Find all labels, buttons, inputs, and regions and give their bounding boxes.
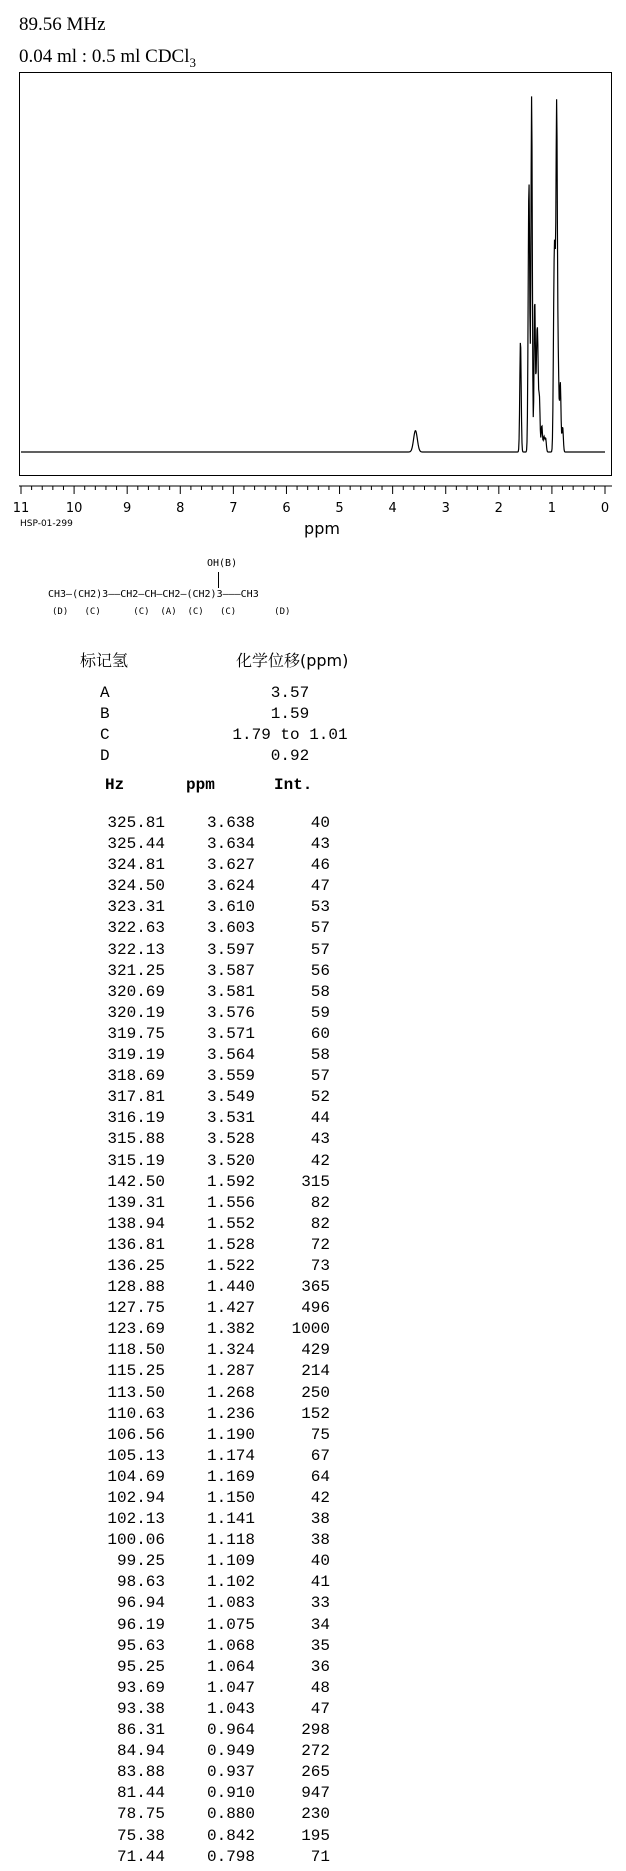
assignment-row: [0, 684, 626, 705]
peak-hz: 113.50: [107, 1383, 165, 1402]
peak-row: [0, 1657, 626, 1678]
peak-ppm: 1.118: [206, 1531, 255, 1550]
peak-hz: 321.25: [107, 961, 165, 980]
peak-row: [0, 876, 626, 897]
peak-ppm: 1.047: [206, 1678, 255, 1697]
peak-hz: 127.75: [107, 1299, 165, 1318]
peak-row: [0, 855, 626, 876]
tick-label: 7: [229, 501, 238, 516]
peak-intensity: 152: [301, 1404, 330, 1423]
structure-chain: CH3—(CH2)3——CH2—CH—CH2—(CH2)3———CH3: [48, 589, 259, 600]
peak-row: [0, 1256, 626, 1277]
peak-row: [0, 1172, 626, 1193]
peak-ppm: 1.169: [206, 1467, 255, 1486]
peak-hz: 95.63: [116, 1636, 165, 1655]
assignment-shift: 1.79 to 1.01: [232, 726, 348, 744]
peak-ppm: 1.522: [206, 1256, 255, 1275]
peak-ppm: 1.068: [206, 1636, 255, 1655]
peak-hz: 84.94: [116, 1742, 165, 1761]
peak-row: [0, 1383, 626, 1404]
peak-ppm: 1.109: [206, 1552, 255, 1571]
assignment-row: [0, 705, 626, 726]
assignment-shift: 0.92: [270, 747, 310, 765]
peak-row: [0, 1615, 626, 1636]
assignment-label: D: [100, 747, 110, 765]
peak-row: [0, 1847, 626, 1868]
peak-hz: 320.19: [107, 1003, 165, 1022]
peak-intensity: 35: [310, 1636, 330, 1655]
peak-row: [0, 1151, 626, 1172]
peak-intensity: 1000: [291, 1320, 330, 1339]
peak-ppm: 0.798: [206, 1847, 255, 1866]
peak-hz: 105.13: [107, 1446, 165, 1465]
tick-label: 5: [335, 501, 344, 516]
peak-hz: 322.63: [107, 919, 165, 938]
peak-hz: 123.69: [107, 1320, 165, 1339]
peak-hz: 102.13: [107, 1510, 165, 1529]
peak-hz: 96.19: [116, 1615, 165, 1634]
peak-hz: 96.94: [116, 1594, 165, 1613]
peak-intensity: 38: [310, 1531, 330, 1550]
peak-row: [0, 1826, 626, 1847]
peak-intensity: 67: [310, 1446, 330, 1465]
peak-intensity: 40: [310, 1552, 330, 1571]
peak-ppm: 1.427: [206, 1299, 255, 1318]
peak-row: [0, 1678, 626, 1699]
peak-ppm: 0.842: [206, 1826, 255, 1845]
assignment-row: [0, 747, 626, 768]
peak-row: [0, 1530, 626, 1551]
peak-intensity: 82: [310, 1214, 330, 1233]
peak-intensity: 46: [310, 856, 330, 875]
peak-ppm: 3.634: [206, 835, 255, 854]
peak-hz: 115.25: [107, 1362, 165, 1381]
peak-ppm: 3.638: [206, 814, 255, 832]
peak-intensity: 57: [310, 919, 330, 938]
tick-label: 8: [176, 501, 185, 516]
peak-row: [0, 1804, 626, 1825]
x-axis-tick-labels: [13, 501, 609, 516]
peak-row: [0, 1361, 626, 1382]
column-header-hz: Hz: [105, 776, 125, 794]
spectrometer-frequency: 89.56 MHz: [19, 14, 106, 35]
peak-ppm: 1.287: [206, 1362, 255, 1381]
peak-row: [0, 1087, 626, 1108]
peak-hz: 95.25: [116, 1657, 165, 1676]
peak-hz: 104.69: [107, 1467, 165, 1486]
peak-ppm: 1.324: [206, 1341, 255, 1360]
peak-hz: 98.63: [116, 1573, 165, 1592]
peak-hz: 324.81: [107, 856, 165, 875]
column-header-int: Int.: [274, 776, 313, 794]
peak-row: [0, 918, 626, 939]
peak-hz: 320.69: [107, 982, 165, 1001]
peak-hz: 324.50: [107, 877, 165, 896]
peak-intensity: 71: [310, 1847, 330, 1866]
peak-row: [0, 1277, 626, 1298]
peak-hz: 75.38: [116, 1826, 165, 1845]
peak-hz: 93.38: [116, 1699, 165, 1718]
peak-ppm: 1.043: [206, 1699, 255, 1718]
peak-hz: 319.75: [107, 1024, 165, 1043]
peak-intensity: 59: [310, 1003, 330, 1022]
tick-label: 6: [282, 501, 291, 516]
peak-intensity: 33: [310, 1594, 330, 1613]
peak-ppm: 1.075: [206, 1615, 255, 1634]
peak-row: [0, 1593, 626, 1614]
peak-intensity: 315: [301, 1172, 330, 1191]
peak-row: [0, 1129, 626, 1150]
peak-row: [0, 1340, 626, 1361]
peak-intensity: 947: [301, 1784, 330, 1803]
peak-ppm: 1.236: [206, 1404, 255, 1423]
peak-intensity: 40: [310, 814, 330, 832]
peak-marks: [415, 96, 562, 452]
peak-ppm: 1.190: [206, 1425, 255, 1444]
peak-ppm: 3.528: [206, 1130, 255, 1149]
peak-ppm: 3.520: [206, 1151, 255, 1170]
tick-label: 1: [547, 501, 557, 516]
peak-hz: 136.25: [107, 1256, 165, 1275]
peak-intensity: 214: [301, 1362, 330, 1381]
peak-intensity: 34: [310, 1615, 330, 1634]
peak-hz: 99.25: [116, 1552, 165, 1571]
peak-ppm: 3.597: [206, 940, 255, 959]
peak-row: [0, 1404, 626, 1425]
peak-intensity: 82: [310, 1193, 330, 1212]
peak-row: [0, 1741, 626, 1762]
peak-hz: 317.81: [107, 1088, 165, 1107]
assignment-label: A: [100, 684, 110, 702]
peak-intensity: 64: [310, 1467, 330, 1486]
peak-hz: 318.69: [107, 1067, 165, 1086]
peak-ppm: 1.440: [206, 1278, 255, 1297]
peak-hz: 323.31: [107, 898, 165, 917]
peak-intensity: 53: [310, 898, 330, 917]
tick-label: 9: [123, 501, 132, 516]
peak-hz: 81.44: [116, 1784, 165, 1803]
peak-hz: 325.44: [107, 835, 165, 854]
peak-row: [0, 940, 626, 961]
peak-ppm: 0.910: [206, 1784, 255, 1803]
peak-intensity: 58: [310, 982, 330, 1001]
peak-hz: 128.88: [107, 1278, 165, 1297]
peak-intensity: 60: [310, 1024, 330, 1043]
peak-row: [0, 1488, 626, 1509]
peak-ppm: 0.964: [206, 1721, 255, 1740]
peak-ppm: 3.610: [206, 898, 255, 917]
peak-intensity: 298: [301, 1721, 330, 1740]
peak-row: [0, 1762, 626, 1783]
peak-row: [0, 1003, 626, 1024]
peak-intensity: 52: [310, 1088, 330, 1107]
peak-row: [0, 1298, 626, 1319]
spectrum-trace: [21, 96, 605, 452]
tick-label: 4: [388, 501, 397, 516]
peak-hz: 102.94: [107, 1489, 165, 1507]
peak-hz: 100.06: [107, 1531, 165, 1550]
peak-intensity: 43: [310, 1130, 330, 1149]
peak-intensity: 58: [310, 1046, 330, 1065]
peak-row: [0, 982, 626, 1003]
tick-label: 3: [441, 501, 450, 516]
tick-label: 10: [65, 501, 83, 516]
peak-intensity: 47: [310, 1699, 330, 1718]
spectrum-code: HSP-01-299: [20, 519, 73, 529]
peak-ppm: 3.564: [206, 1046, 255, 1065]
peak-ppm: 0.937: [206, 1763, 255, 1782]
peak-ppm: 1.141: [206, 1510, 255, 1529]
peak-intensity: 43: [310, 835, 330, 854]
peak-intensity: 48: [310, 1678, 330, 1697]
peak-intensity: 41: [310, 1573, 330, 1592]
assignment-row: [0, 726, 626, 747]
peak-row: [0, 897, 626, 918]
peak-row: [0, 834, 626, 855]
peak-ppm: 3.549: [206, 1088, 255, 1107]
peak-ppm: 1.174: [206, 1446, 255, 1465]
peak-hz: 110.63: [107, 1404, 165, 1423]
peak-intensity: 195: [301, 1826, 330, 1845]
peak-row: [0, 1235, 626, 1256]
peak-row: [0, 813, 626, 834]
peak-hz: 139.31: [107, 1193, 165, 1212]
tick-label: 11: [12, 501, 30, 516]
peak-intensity: 36: [310, 1657, 330, 1676]
peak-row: [0, 1446, 626, 1467]
peak-ppm: 1.102: [206, 1573, 255, 1592]
peak-hz: 319.19: [107, 1046, 165, 1065]
peak-ppm: 1.592: [206, 1172, 255, 1191]
peak-intensity: 42: [310, 1489, 330, 1507]
peak-hz: 325.81: [107, 814, 165, 832]
assignment-label-header: 标记氢: [80, 651, 129, 670]
peak-ppm: 1.083: [206, 1594, 255, 1613]
x-axis-label: ppm: [304, 519, 340, 538]
peak-hz: 93.69: [116, 1678, 165, 1697]
peak-intensity: 75: [310, 1425, 330, 1444]
assignment-label: C: [100, 726, 110, 744]
peak-intensity: 57: [310, 1067, 330, 1086]
peak-row: [0, 1425, 626, 1446]
peak-intensity: 42: [310, 1151, 330, 1170]
peak-row: [0, 1572, 626, 1593]
peak-hz: 136.81: [107, 1235, 165, 1254]
peak-intensity: 272: [301, 1742, 330, 1761]
peak-ppm: 3.576: [206, 1003, 255, 1022]
peak-intensity: 265: [301, 1763, 330, 1782]
peak-hz: 315.19: [107, 1151, 165, 1170]
peak-hz: 138.94: [107, 1214, 165, 1233]
peak-ppm: 3.603: [206, 919, 255, 938]
peak-ppm: 1.382: [206, 1320, 255, 1339]
peak-ppm: 1.552: [206, 1214, 255, 1233]
x-axis-ticks: [21, 486, 605, 494]
peak-ppm: 3.531: [206, 1109, 255, 1128]
hydroxyl-label: OH(B): [207, 558, 238, 569]
sample-subscript: 3: [189, 54, 196, 70]
structure-labels: (D) (C) (C) (A) (C) (C) (D): [52, 607, 291, 617]
peak-row: [0, 1066, 626, 1087]
peak-ppm: 0.880: [206, 1805, 255, 1824]
peak-row: [0, 1193, 626, 1214]
peak-row: [0, 1636, 626, 1657]
peak-intensity: 429: [301, 1341, 330, 1360]
peak-intensity: 72: [310, 1235, 330, 1254]
peak-hz: 118.50: [107, 1341, 165, 1360]
peak-hz: 142.50: [107, 1172, 165, 1191]
peak-row: [0, 1319, 626, 1340]
peak-intensity: 56: [310, 961, 330, 980]
sample-prefix: 0.04 ml : 0.5 ml CDCl: [19, 46, 190, 67]
peak-ppm: 3.571: [206, 1024, 255, 1043]
column-header-ppm: ppm: [186, 776, 215, 794]
peak-hz: 86.31: [116, 1721, 165, 1740]
peak-ppm: 1.150: [206, 1489, 255, 1507]
peak-intensity: 250: [301, 1383, 330, 1402]
assignment-shift-header: 化学位移(ppm): [236, 651, 349, 670]
peak-row: [0, 961, 626, 982]
peak-table: [0, 813, 626, 1868]
peak-row: [0, 1699, 626, 1720]
peak-hz: 71.44: [116, 1847, 165, 1866]
peak-intensity: 38: [310, 1510, 330, 1529]
peak-intensity: 47: [310, 877, 330, 896]
peak-ppm: 0.949: [206, 1742, 255, 1761]
assignment-shift: 1.59: [270, 705, 310, 723]
peak-ppm: 1.528: [206, 1235, 255, 1254]
peak-ppm: 1.064: [206, 1657, 255, 1676]
peak-hz: 83.88: [116, 1763, 165, 1782]
peak-intensity: 230: [301, 1805, 330, 1824]
peak-hz: 316.19: [107, 1109, 165, 1128]
peak-row: [0, 1214, 626, 1235]
peak-ppm: 3.587: [206, 961, 255, 980]
peak-row: [0, 1108, 626, 1129]
peak-hz: 315.88: [107, 1130, 165, 1149]
peak-hz: 322.13: [107, 940, 165, 959]
peak-row: [0, 1467, 626, 1488]
peak-intensity: 57: [310, 940, 330, 959]
peak-intensity: 44: [310, 1109, 330, 1128]
peak-hz: 106.56: [107, 1425, 165, 1444]
tick-label: 2: [494, 501, 503, 516]
peak-row: [0, 1720, 626, 1741]
peak-intensity: 365: [301, 1278, 330, 1297]
peak-ppm: 1.268: [206, 1383, 255, 1402]
peak-hz: 78.75: [116, 1805, 165, 1824]
peak-row: [0, 1024, 626, 1045]
peak-ppm: 1.556: [206, 1193, 255, 1212]
tick-label: 0: [600, 501, 610, 516]
peak-row: [0, 1045, 626, 1066]
plot-frame: [20, 73, 612, 476]
peak-ppm: 3.624: [206, 877, 255, 896]
assignment-label: B: [100, 705, 110, 723]
hydroxyl-bond: [218, 572, 219, 588]
peak-ppm: 3.627: [206, 856, 255, 875]
peak-ppm: 3.559: [206, 1067, 255, 1086]
peak-row: [0, 1509, 626, 1530]
assignment-shift: 3.57: [270, 684, 310, 702]
peak-intensity: 496: [301, 1299, 330, 1318]
peak-intensity: 73: [310, 1256, 330, 1275]
peak-row: [0, 1783, 626, 1804]
peak-row: [0, 1551, 626, 1572]
peak-ppm: 3.581: [206, 982, 255, 1001]
